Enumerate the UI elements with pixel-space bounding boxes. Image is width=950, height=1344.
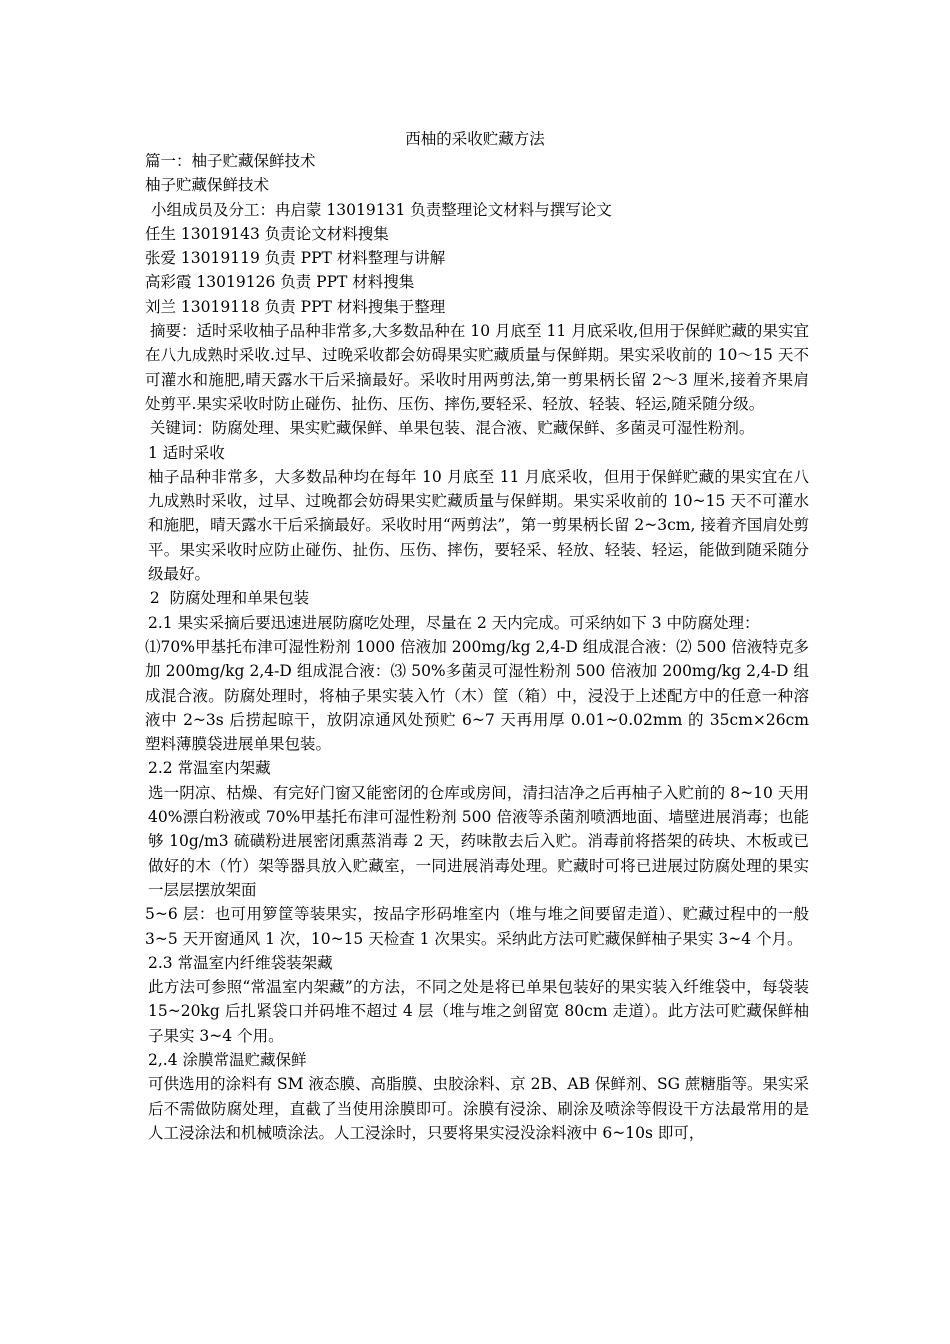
member-line: 高彩霞 13019126 负责 PPT 材料搜集 — [145, 273, 415, 292]
section-heading: 2 防腐处理和单果包装 — [145, 589, 310, 608]
member-line: 张爱 13019119 负责 PPT 材料整理与讲解 — [145, 249, 446, 268]
keywords-paragraph: 关键词：防腐处理、果实贮藏保鲜、单果包装、混合液、贮藏保鲜、多菌灵可湿性粉剂。 — [145, 419, 755, 438]
body-paragraph: 5~6 层：也可用箩筐等装果实，按品字形码堆室内（堆与堆之间要留走道）、贮藏过程中的一般 3~5 天开窗通风 1 次，10~15 天检查 1 次果实。采纳此方法可贮藏保鲜柚子果实 3~4 个月。 — [145, 905, 809, 948]
subsection-heading: 2.1 果实采摘后要迅速进展防腐吃处理，尽量在 2 天内完成。可采纳如下 3 中防腐处理： — [148, 613, 760, 632]
section-heading: 1 适时采收 — [148, 443, 225, 462]
section-heading: 篇一：柚子贮藏保鲜技术 — [145, 152, 316, 170]
body-paragraph: 柚子品种非常多，大多数品种均在每年 10 月底至 11 月底采收，但用于保鲜贮藏的果实宜在八九成熟时采收，过早、过晚都会妨碍果实贮藏质量与保鲜期。果实采收前的 10~15 天不可灌水和施肥，晴天露水干后采摘最好。采收时用“两剪法”，第一剪果柄长留 2~3cm, 接着齐国肩处剪平。果实采收时应防止碰伤、扯伤、压伤、摔伤，要轻采、轻放、轻装、轻运，能做到随采随分级最好。 — [148, 467, 809, 584]
subtitle: 柚子贮藏保鲜技术 — [145, 176, 270, 195]
subsection-heading: 2.2 常温室内架藏 — [148, 759, 271, 778]
body-paragraph: 可供选用的涂料有 SM 液态膜、高脂膜、虫胶涂料、京 2B、AB 保鲜剂、SG 蔗糖脂等。果实采后不需做防腐处理，直截了当使用涂膜即可。涂膜有浸涂、刷涂及喷涂等假设干方法最常用的是人工浸涂法和机械喷涂法。人工浸涂时，只要将果实浸没涂料液中 6~10s 即可， — [148, 1075, 809, 1142]
body-paragraph: 选一阴凉、枯燥、有完好门窗又能密闭的仓库或房间，清扫洁净之后再柚子入贮前的 8~10 天用 40%漂白粉液或 70%甲基托布津可湿性粉剂 500 倍液等杀菌剂喷洒地面、墙壁进展消毒；也能够 10g/m3 硫磺粉进展密闭熏蒸消毒 2 天，药味散去后入贮。消毒前将搭架的砖块、木板或已做好的木（竹）架等器具放入贮藏室，一同进展消毒处理。贮藏时可将已进展过防腐处理的果实一层层摆放架面 — [148, 783, 809, 899]
body-paragraph: ⑴70%甲基托布津可湿性粉剂 1000 倍液加 200mg/kg 2,4-D 组成混合液：⑵ 500 倍液特克多加 200mg/kg 2,4-D 组成混合液：⑶ 50%多菌灵可湿性粉剂 500 倍液加 200mg/kg 2,4-D 组成混合液。防腐处理时，将柚子果实装入竹（木）筐（箱）中，浸没于上述配方中的任意一种溶液中 2~3s 后捞起晾干，放阴凉通风处预贮 6~7 天再用厚 0.01~0.02mm 的 35cm×26cm 塑料薄膜袋进展单果包装。 — [145, 637, 809, 754]
body-paragraph: 此方法可参照“常温室内架藏”的方法，不同之处是将已单果包装好的果实装入纤维袋中，每袋装 15~20kg 后扎紧袋口并码堆不超过 4 层（堆与堆之剑留宽 80cm 走道）。此方法可贮藏保鲜柚子果实 3~4 个用。 — [148, 978, 809, 1045]
team-members: 小组成员及分工：冉启蒙 13019131 负责整理论文材料与撰写论文 — [151, 200, 612, 219]
document-body — [145, 149, 809, 1145]
subsection-heading: 2,.4 涂膜常温贮藏保鲜 — [148, 1050, 307, 1069]
member-line: 任生 13019143 负责论文材料搜集 — [145, 224, 389, 243]
subsection-heading: 2.3 常温室内纤维袋装架藏 — [148, 953, 333, 972]
member-line: 刘兰 13019118 负责 PPT 材料搜集于整理 — [145, 297, 446, 316]
document-title: 西柚的采收贮藏方法 — [405, 130, 545, 148]
abstract-paragraph: 摘要：适时采收柚子品种非常多,大多数品种在 10 月底至 11 月底采收,但用于保鲜贮藏的果实宜在八九成熟时采收.过早、过晚采收都会妨碍果实贮藏质量与保鲜期。果实采收前的 10～15 天不可灌水和施肥,晴天露水干后采摘最好。采收时用两剪法,第一剪果柄长留 2～3 厘米,接着齐果肩处剪平.果实采收时防止碰伤、扯伤、压伤、摔伤,要轻采、轻放、轻装、轻运,随采随分级。 — [145, 322, 809, 413]
